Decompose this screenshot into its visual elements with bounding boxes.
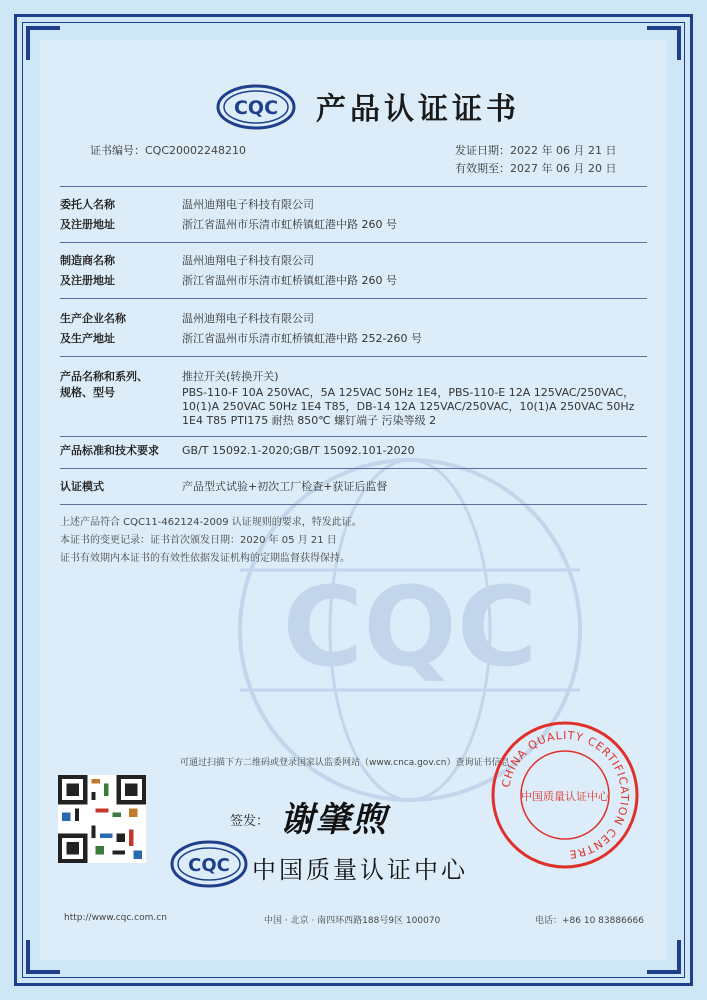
svg-text:CHINA QUALITY CERTIFICATION CE: CHINA QUALITY CERTIFICATION CENTRE	[499, 728, 632, 861]
issuer-logo	[170, 840, 248, 888]
field-value: 推拉开关(转换开关)	[182, 370, 279, 383]
field-value: 温州迪翔电子科技有限公司	[182, 312, 314, 325]
svg-text:中国质量认证中心: 中国质量认证中心	[521, 790, 609, 803]
footer-phone: 电话：+86 10 83886666	[535, 916, 644, 926]
issue-date: 发证日期：2022 年 06 月 21 日	[455, 144, 617, 157]
divider	[60, 242, 647, 243]
field-label: 规格、型号	[60, 386, 115, 399]
divider	[60, 356, 647, 357]
field-value: PBS-110-F 10A 250VAC，5A 125VAC 50Hz 1E4，PBS-110-E 12A 125VAC/250VAC，10(1)A 250VAC 50Hz 1E4 T85，DB-14 12A 125VAC/250VAC，10(1)A 250VAC 50Hz 1E4 T85 PTI175 耐热 850℃ 螺钉端子 污染等级 2	[182, 386, 635, 427]
divider	[60, 468, 647, 469]
signature-label: 签发：	[230, 814, 270, 829]
issuer-name: 中国质量认证中心	[252, 856, 468, 884]
svg-text:CQC: CQC	[282, 563, 538, 691]
field-value: 浙江省温州市乐清市虹桥镇虹港中路 252-260 号	[182, 332, 422, 345]
divider	[60, 436, 647, 437]
certificate-number: 证书编号：CQC20002248210	[90, 144, 247, 157]
field-value: GB/T 15092.1-2020;GB/T 15092.101-2020	[182, 444, 415, 457]
field-label: 制造商名称	[60, 254, 115, 267]
field-value: 浙江省温州市乐清市虹桥镇虹港中路 260 号	[182, 218, 397, 231]
certificate-page	[40, 40, 667, 960]
signature: 谢肇煦	[280, 800, 388, 840]
note-line: 本证书的变更记录：证书首次颁发日期：2020 年 05 月 21 日	[60, 535, 337, 546]
field-value: 温州迪翔电子科技有限公司	[182, 254, 314, 267]
divider	[60, 298, 647, 299]
footer-website[interactable]: http://www.cqc.com.cn	[64, 913, 167, 923]
field-label: 生产企业名称	[60, 312, 126, 325]
field-value: 浙江省温州市乐清市虹桥镇虹港中路 260 号	[182, 274, 397, 287]
svg-text:CQC: CQC	[233, 97, 279, 119]
field-label: 产品标准和技术要求	[60, 444, 159, 457]
official-seal	[490, 720, 640, 870]
svg-text:CQC: CQC	[188, 855, 230, 876]
valid-until-date: 有效期至：2027 年 06 月 20 日	[455, 162, 617, 175]
note-line: 证书有效期内本证书的有效性依据发证机构的定期监督获得保持。	[60, 553, 350, 564]
qr-code[interactable]	[58, 775, 146, 863]
field-label: 认证模式	[60, 480, 104, 493]
note-line: 上述产品符合 CQC11-462124-2009 认证规则的要求，特发此证。	[60, 517, 362, 528]
field-label: 及注册地址	[60, 218, 115, 231]
field-value: 温州迪翔电子科技有限公司	[182, 198, 314, 211]
certificate-title: 产品认证证书	[316, 92, 520, 127]
divider	[60, 186, 647, 187]
field-label: 及生产地址	[60, 332, 115, 345]
field-value: 产品型式试验+初次工厂检查+获证后监督	[182, 480, 388, 493]
footer-address: 中国 · 北京 · 南四环西路188号9区 100070	[264, 916, 441, 926]
field-label: 产品名称和系列、	[60, 370, 148, 383]
field-label: 委托人名称	[60, 198, 115, 211]
cqc-logo	[216, 84, 296, 130]
verification-text: 可通过扫描下方二维码或登录国家认监委网站（www.cnca.gov.cn）查询证书信息	[180, 758, 510, 768]
divider	[60, 504, 647, 505]
field-label: 及注册地址	[60, 274, 115, 287]
